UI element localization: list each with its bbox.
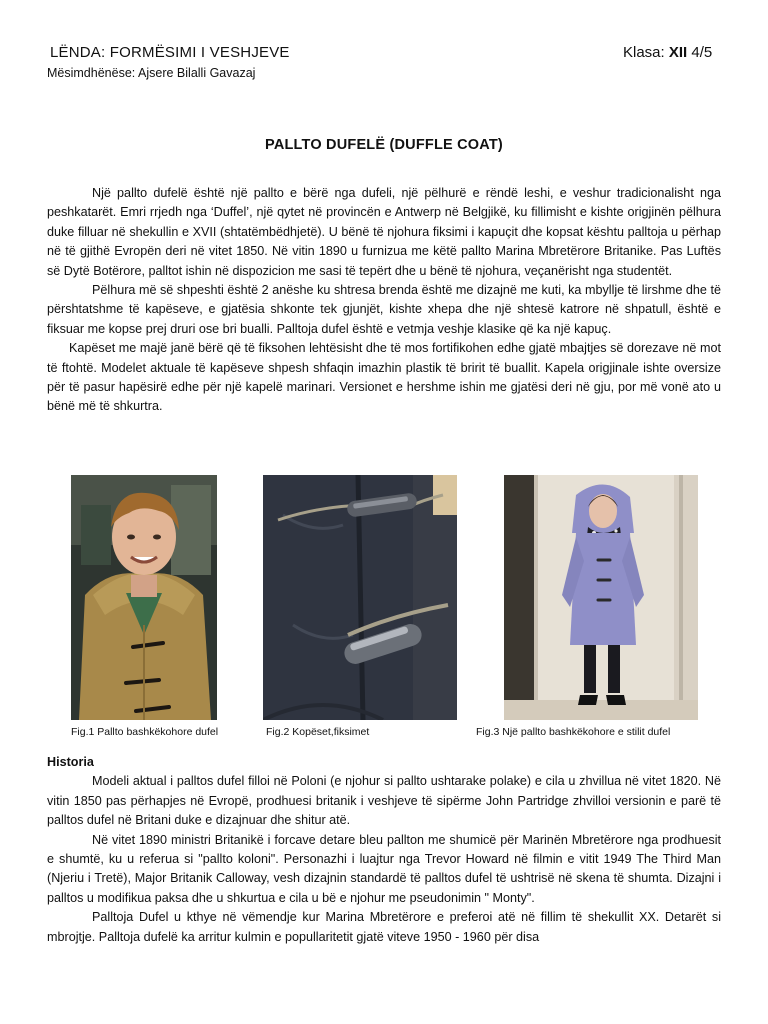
- header-class: [623, 44, 712, 61]
- subject-label: LËNDA:: [50, 44, 106, 61]
- class-label: Klasa:: [623, 44, 665, 61]
- man-in-duffle-coat-photo-icon: [71, 475, 217, 720]
- class-section: 4/5: [691, 44, 713, 61]
- figure-2-caption: Fig.2 Kopëset,fiksimet: [266, 726, 370, 738]
- figure-3: [504, 475, 698, 720]
- figure-1-caption: Fig.1 Pallto bashkëkohore dufel: [71, 726, 219, 738]
- figure-1: [71, 475, 217, 720]
- page-title: PALLTO DUFELË (DUFFLE COAT): [265, 137, 503, 153]
- intro-text: [47, 184, 721, 417]
- figure-2: [263, 475, 457, 720]
- toggle-fasteners-photo-icon: [263, 475, 457, 720]
- header-subject: [50, 44, 290, 61]
- intro-paragraph: Pëlhura më së shpeshti është 2 anëshe ku shtresa brenda është me dizajnë me kuti, ka mbyllje të lirshme dhe të përshtatshme të kapëseve, e gjatësia shkonte tek gjunjët, kishte xhepa dhe një shtesë katrore në shpatull, është e fiksuar me kopse prej druri ose bri bualli. Palltoja dufel është e vetmja veshje klasike që ka një kapuç.: [47, 283, 721, 336]
- woman-in-lilac-coat-photo-icon: [504, 475, 698, 720]
- intro-paragraph: Kapëset me majë janë bërë që të fiksohen lehtësisht dhe të mos fortifikohen edhe gjatë mbajtjes së dorezave në mot të ftohtë. Modelet aktuale të kapëseve shpesh shfaqin imazhin plastik të bririt të buallit. Kapela origjinale ishte oversize për të pasur hapësirë edhe për një kapelë marinari. Versionet e hershme ishin me gjatësi deri në gju, por më vonë ato u bënë më të shkurtra.: [47, 341, 721, 414]
- history-paragraph: Modeli aktual i palltos dufel filloi në Poloni (e njohur si pallto ushtarake polake) e cila u zhvillua në vitet 1820. Në vitin 1850 pas përhapjes në Evropë, prodhuesi britanik i veshjeve të sipërme John Partridge zhvilloi versionin e parë të palltos dufel në Britani duke e dizajnuar dhe shitur atë.: [47, 774, 721, 828]
- subject-value: FORMËSIMI I VESHJEVE: [109, 44, 290, 61]
- class-grade: XII: [668, 44, 688, 61]
- history-paragraph: Palltoja Dufel u kthye në vëmendje kur Marina Mbretërore e preferoi atë në fillim të shekullit XX. Detarët si mbrojtje. Palltoja dufelë ka arritur kulmin e popullaritetit gjatë viteve 1950 - 1960 për disa: [47, 910, 721, 944]
- teacher-name: Mësimdhënëse: Ajsere Bilalli Gavazaj: [47, 66, 256, 80]
- history-section: [47, 753, 721, 947]
- history-heading: Historia: [47, 755, 94, 769]
- intro-paragraph: Një pallto dufelë është një pallto e bërë nga dufeli, një pëlhurë e rëndë leshi, e veshur tradicionalisht nga peshkatarët. Emri rrjedh nga ‘Duffel’, një qytet në provincën e Antwerp në Belgjikë, ku fillimisht e kishte origjinën pëlhura duke filluar në shekullin e XVII (shtatëmbëdhjetë). U bënë të njohura fiksimi i kapuçit dhe kopsat kështu palltoja u përhap në të gjithë Evropën deri në vitet 1850. Në vitin 1890 u furnizua me këtë pallto Marina Mbretërore Britanike. Pas Luftës së Dytë Botërore, palltot ishin në dispozicion me sasi të tepërt dhe u bënë të njohura, veçanërisht nga studentët.: [47, 186, 721, 278]
- history-paragraph: Në vitet 1890 ministri Britanikë i forcave detare bleu pallton me shumicë për Marinën Mbretërore nga prodhuesit e shumtë, ku u referua si "pallto koloni". Personazhi i luajtur nga Trevor Howard në filmin e vitit 1949 The Third Man (Njeriu i Tretë), Major Britanik Calloway, vesh dizajnin standardë të palltos dufel të ushtrisë në skena të shumta. Dizajni i palltos u modifikua paksa dhe u shkurtua e cila u bë e njohur me pseudonimin " Monty".: [47, 832, 721, 905]
- figure-3-caption: Fig.3 Një pallto bashkëkohore e stilit dufel: [476, 726, 671, 738]
